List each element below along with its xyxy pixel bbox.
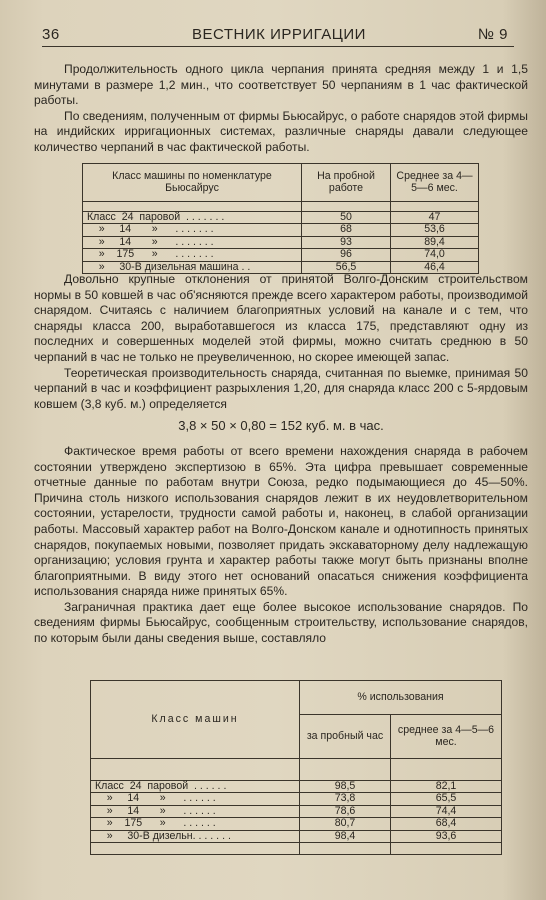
paragraph: Продолжительность одного цикла черпания принята средняя между 1 и 1,5 минутами в размере 1,2 мин., что соответствует 50 черпаниям в 1 час фактической работы.: [34, 62, 528, 108]
table-row: [91, 818, 502, 830]
table-cell: 65,5: [391, 793, 502, 805]
table-cell: 47: [391, 212, 479, 224]
table-cell: 68,4: [391, 818, 502, 830]
table-utilization: [90, 680, 502, 855]
table-spacer: [300, 759, 391, 781]
header-rule: [42, 46, 514, 47]
table-row: [91, 781, 502, 793]
table-cell: » 30-В дизельная машина . .: [83, 261, 302, 273]
table-strokes-per-hour: [82, 163, 479, 274]
table-spacer: [83, 202, 302, 212]
paragraph: Теоретическая производительность снаряда, считанная по выемке, принимая 50 черпаний в час и коэффициент разрыхления 1,20, для снаряда класс 200 с 5-ярдовым ковшем (3,8 куб. м.) определяется: [34, 365, 528, 411]
table-cell: 93: [302, 236, 391, 248]
table-cell: 56,5: [302, 261, 391, 273]
table-row: [83, 224, 479, 236]
paragraph: По сведениям, полученным от фирмы Бьюсайрус, о работе снарядов этой фирмы на индийских ирригационных системах, различные снаряды давали следующее количество черпаний в час фактической работы.: [34, 108, 528, 154]
table-header: На пробной работе: [302, 164, 391, 202]
table-header-group: % использования: [300, 681, 502, 715]
table-cell: » 14 » . . . . . .: [91, 805, 300, 817]
table-cell: » 30-В дизельн. . . . . . .: [91, 830, 300, 842]
table-cell: » 175 » . . . . . .: [91, 818, 300, 830]
table-row: [91, 793, 502, 805]
table-header: Среднее за 4—5—6 мес.: [391, 164, 479, 202]
table-cell: Класс 24 паровой . . . . . . .: [83, 212, 302, 224]
paragraph: Довольно крупные отклонения от принятой Волго-Донским строительством нормы в 50 ковшей в час об'ясняются прежде всего характером работы, производимой снарядом. Считаясь с наличием благоприятных условий на канале и с тем, что снаряды класса 200, выработавшегося из класса 175, представляют одну из последних и совершенных моделей этой фирмы, можно считать среднюю в 50 черпаний в час не только не преувеличенною, но скорее имеющей запас.: [34, 272, 528, 364]
journal-title: ВЕСТНИК ИРРИГАЦИИ: [192, 26, 366, 43]
issue-number: № 9: [477, 26, 508, 43]
table-header: среднее за 4—5—6 мес.: [391, 715, 502, 759]
paragraph: Фактическое время работы от всего времени нахождения снаряда в рабочем состоянии утверждено экспертизою в 65%. Эта цифра превышает современные отчетные данные по работам внутри Союза, редко подымающиеся до 45—50%. Причина столь низкого использования снарядов лежит в их неудовлетворительном состоянии, устарелости, трудности самой работы и, наконец, в слабой организации работы. Массовый характер работ на Волго-Донском канале и однотипность принятых снарядов, покупаемых новыми, позволяет придать экскаваторному делу надлежащую организацию; условия грунта и характер работы также могут быть признаны вполне благоприятными. В виду этого нет оснований опасаться снижения коэффициента использования снаряда ниже принятых 65%.: [34, 443, 528, 599]
table-spacer: [391, 202, 479, 212]
table-cell: 53,6: [391, 224, 479, 236]
table-header: Класс машины по номенклатуре Бьюсайрус: [83, 164, 302, 202]
table-cell: 78,6: [300, 805, 391, 817]
table-cell: 68: [302, 224, 391, 236]
table-header: за пробный час: [300, 715, 391, 759]
formula: 3,8 × 50 × 0,80 = 152 куб. м. в час.: [178, 418, 384, 434]
table-cell: 80,7: [300, 818, 391, 830]
table-cell: » 14 » . . . . . . .: [83, 236, 302, 248]
table-row: [83, 212, 479, 224]
table-cell: 82,1: [391, 781, 502, 793]
table-cell: » 14 » . . . . . .: [91, 793, 300, 805]
table-cell: 73,8: [300, 793, 391, 805]
table-row: [83, 249, 479, 261]
table-spacer: [91, 843, 300, 855]
table-cell: 74,0: [391, 249, 479, 261]
table-cell: 74,4: [391, 805, 502, 817]
table-cell: » 175 » . . . . . . .: [83, 249, 302, 261]
table-cell: 98,5: [300, 781, 391, 793]
table-cell: » 14 » . . . . . . .: [83, 224, 302, 236]
table-spacer: [300, 843, 391, 855]
page-number: 36: [42, 26, 60, 43]
table-header: Класс машин: [91, 681, 300, 759]
table-cell: 46,4: [391, 261, 479, 273]
table-cell: 96: [302, 249, 391, 261]
text-block-top: [34, 62, 528, 156]
table-spacer: [391, 759, 502, 781]
paragraph: Заграничная практика дает еще более высокое использование снарядов. По сведениям фирмы Бьюсайрус, сообщенным строительству, использование снарядов, по которым были даны сведения выше, составляло: [34, 599, 528, 646]
text-block-middle: [34, 272, 528, 647]
running-header: [42, 26, 516, 48]
table-row: [83, 236, 479, 248]
table-cell: 50: [302, 212, 391, 224]
table-cell: 98,4: [300, 830, 391, 842]
table-spacer: [91, 759, 300, 781]
table-cell: 93,6: [391, 830, 502, 842]
table-row: [91, 830, 502, 842]
table-cell: 89,4: [391, 236, 479, 248]
table-spacer: [391, 843, 502, 855]
table-cell: Класс 24 паровой . . . . . .: [91, 781, 300, 793]
table-spacer: [302, 202, 391, 212]
table-row: [91, 805, 502, 817]
